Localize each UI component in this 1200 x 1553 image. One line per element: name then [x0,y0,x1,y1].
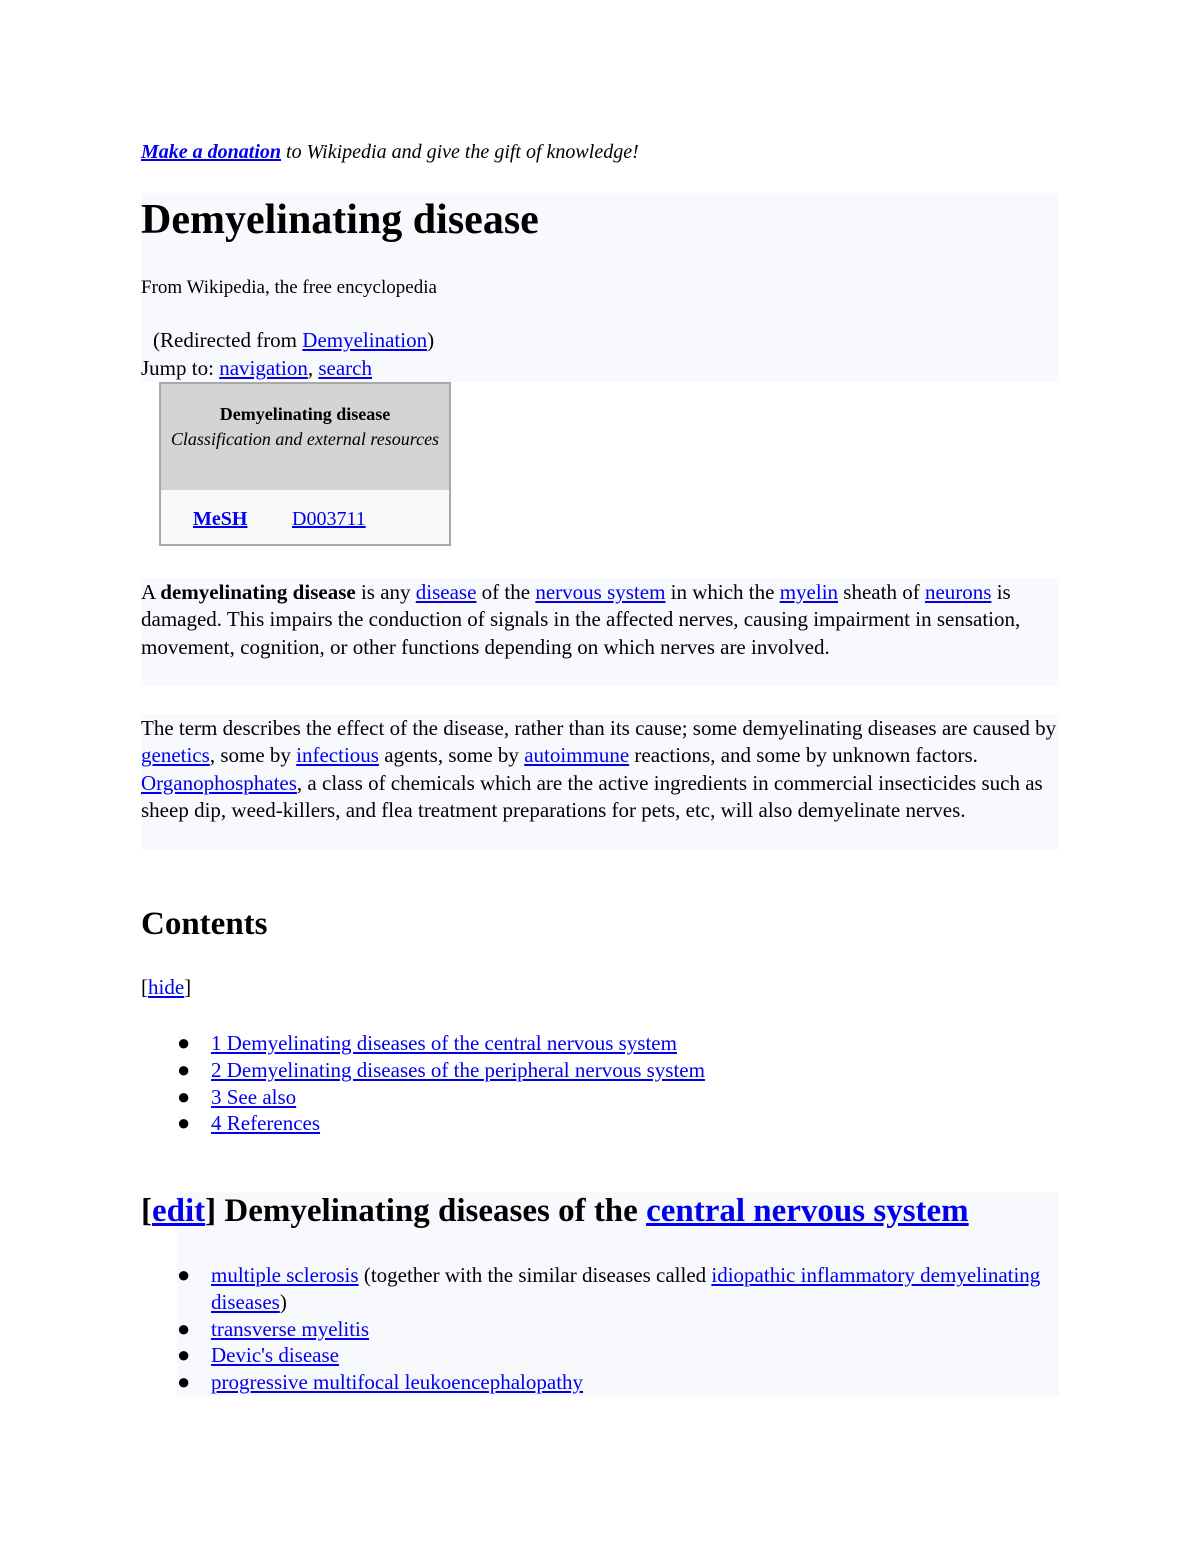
jump-search-link[interactable]: search [318,356,372,380]
contents-toggle [141,975,191,1000]
redirect-suffix: ) [427,328,435,352]
bold-term: demyelinating disease [160,580,356,604]
bullet-icon: ● [177,1369,191,1395]
edit-link[interactable]: edit [152,1193,206,1229]
text: , a class of chemicals which are the active ingredients in commercial insecticides such as sheep dip, weed-killers, and flea treatment preparations for pets, etc, will also demyelinate nerves. [141,770,1043,822]
link-genetics[interactable]: genetics [141,743,210,768]
contents-link-1[interactable]: 1 Demyelinating diseases of the central nervous system [211,1031,677,1055]
donation-text: to Wikipedia and give the gift of knowledge! [281,141,639,163]
contents-item [177,1030,705,1057]
link-neurons[interactable]: neurons [924,580,992,604]
link-idiopathic-inflammatory[interactable]: idiopathic inflammatory demyelinating diseases [211,1263,1041,1314]
link-disease[interactable]: disease [415,580,477,604]
redirect-link[interactable]: Demyelination [302,328,428,352]
bullet-icon: ● [177,1056,191,1082]
list-item [177,1262,1059,1316]
donation-banner [141,141,639,164]
jump-to [141,356,372,381]
infobox-mesh-row [161,490,449,546]
text: reactions, and some by unknown factors. [629,743,978,768]
intro-paragraph-1 [141,579,1059,661]
contents-link-2[interactable]: 2 Demyelinating diseases of the peripheral nervous system [211,1057,705,1082]
link-autoimmune[interactable]: autoimmune [524,743,630,768]
link-pml[interactable]: progressive multifocal leukoencephalopathy [211,1370,584,1395]
intro-paragraph-2 [141,715,1059,824]
jump-navigation-link[interactable]: navigation [219,356,308,380]
text: of the [476,580,536,604]
list-item [177,1316,1059,1343]
link-multiple-sclerosis[interactable]: multiple sclerosis [211,1263,359,1287]
bullet-icon: ● [177,1083,191,1109]
text: A [141,580,161,604]
infobox [159,382,451,546]
contents-link-3[interactable]: 3 See also [211,1084,297,1109]
section-heading-text: Demyelinating diseases of the [216,1193,647,1229]
infobox-subtitle: Classification and external resources [170,429,440,449]
contents-list [177,1030,705,1137]
redirect-prefix: (Redirected from [153,328,303,352]
mesh-code-link[interactable]: D003711 [292,508,366,530]
contents-item [177,1084,705,1111]
cns-link[interactable]: central nervous system [646,1193,969,1229]
redirect-notice [153,328,434,353]
text: ) [279,1289,287,1314]
bracket-close: ] [184,975,192,999]
infobox-title: Demyelinating disease [219,404,391,424]
text: (together with the similar diseases called [358,1263,712,1287]
contents-item [177,1110,705,1137]
bracket-open: [ [141,975,148,999]
link-infectious[interactable]: infectious [296,743,379,768]
link-myelin[interactable]: myelin [779,580,839,604]
page-title: Demyelinating disease [141,197,539,243]
infobox-header [161,384,449,490]
donation-link[interactable]: Make a donation [141,141,282,163]
link-nervous-system[interactable]: nervous system [535,580,666,604]
text: is damaged. This impairs the conduction of signals in the affected nerves, causing impairment in sensation, movement, cognition, or other functions depending on which nerves are involved. [141,580,1021,659]
link-transverse-myelitis[interactable]: transverse myelitis [211,1316,370,1341]
bracket-open: [ [141,1193,152,1229]
text: The term describes the effect of the disease, rather than its cause; some demyelinating diseases are caused by [141,716,1057,740]
bracket-close: ] [205,1193,217,1229]
contents-link-4[interactable]: 4 References [211,1111,321,1136]
cns-disease-list [177,1262,1059,1396]
hide-link[interactable]: hide [148,975,185,999]
text: sheath of [838,580,925,604]
jump-label: Jump to: [141,356,220,380]
list-item [177,1342,1059,1369]
mesh-link[interactable]: MeSH [193,508,248,530]
link-devics-disease[interactable]: Devic's disease [211,1343,339,1368]
text: is any [355,580,416,604]
contents-heading: Contents [141,906,268,942]
text: , some by [209,743,297,768]
section-heading-cns [141,1193,969,1230]
bullet-icon: ● [177,1030,191,1055]
bullet-icon: ● [177,1315,191,1341]
list-item [177,1369,1059,1396]
bullet-icon: ● [177,1110,191,1136]
text: agents, some by [378,743,525,768]
link-organophosphates[interactable]: Organophosphates [141,770,297,795]
tagline: From Wikipedia, the free encyclopedia [141,277,437,298]
contents-item [177,1057,705,1084]
jump-separator: , [307,356,319,380]
text: in which the [665,580,780,604]
bullet-icon: ● [177,1262,191,1287]
bullet-icon: ● [177,1342,191,1368]
